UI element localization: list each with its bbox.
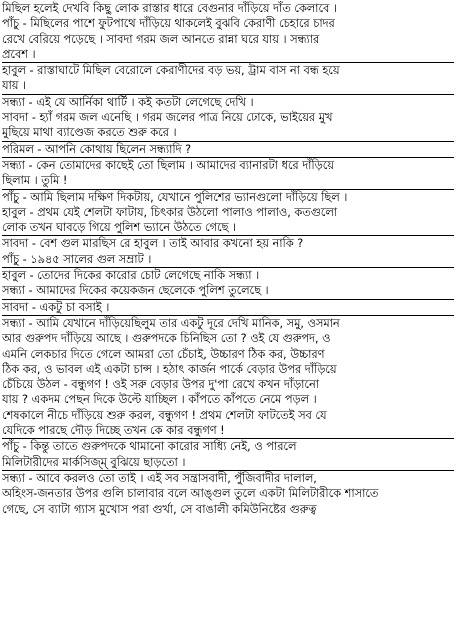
text-line: পাঁচু - মিছিলের পাশে ফুটপাথে দাঁড়িয়ে থাকলেই বুঝবি কেরাণী চেহারে চাদর [2, 17, 335, 31]
text-line: শেষকালে নীচে দাঁড়িয়ে শুরু করল, বন্ধুগণ ! প্রথম শেলটা ফাটতেই সব যে [2, 408, 327, 422]
text-line: হাবুল - প্রথম যেই শেলটা ফাটায, চিৎকার উঠলো পালাও পালাও, কতগুলো [2, 205, 338, 219]
text-line: সন্ধ্যা - আমাদের দিকের কয়েকজন ছেলেকে পুলিশ তুলেছে । [2, 284, 269, 298]
text-line: পাঁচু - আমি ছিলাম দক্ষিণ দিকটায়, যেখানে পুলিশের ভ্যানগুলো দাঁড়িয়ে ছিল । [2, 190, 348, 204]
text-line: যায় ? একদম পেছন দিকে উল্টে যাচ্ছিল । কাঁপতে কাঁপতে নেমে পড়ল । [2, 393, 317, 407]
text-line: এমনি লেকচার দিতে গেলে আমরা তো চেঁচাই, উচ্চারণ ঠিক কর, উচ্চারণ [2, 347, 325, 361]
text-line: পাঁচু - কিন্তু তাতে গুরুপদকে থামানো কারোর সাধ্যি নেই, ও পারলে [2, 440, 297, 454]
text-line: সাবদা - হ্যাঁ গরম জল এনেছি । গরম জলের পাত্র নিয়ে ঢোকে, ভাইয়ের মুখ [2, 111, 333, 125]
text-line: সন্ধ্যা - এই যে আর্নিকা থার্টি । কই কতটা লেগেছে দেখি । [2, 95, 254, 109]
text-line: আর গুরুপদ দাঁড়িয়ে আছে । গুরুপদকে চিনিছিস তো ? ওই যে গুরুপদ, ও [2, 332, 331, 346]
text-line: প্রবেশ । [2, 47, 36, 61]
text-line: মুছিয়ে মাথা ব্যাণ্ডেজ করতে শুরু করে । [2, 126, 177, 140]
text-line: পাঁচু - ১৯৪৫ সালের গুল সম্রাট । [2, 252, 152, 266]
text-line: অহিংস-জনতার উপর গুলি চালাবার বলে আঙ্গুল তুলে একটা মিলিটারীকে শাসাতে [2, 487, 379, 501]
text-line: সন্ধ্যা - কেন তোমাদের কাছেই তো ছিলাম । আমাদের ব্যানারটা ধরে দাঁড়িয়ে [2, 158, 334, 172]
text-line: ঠিক কর, ও ভাবল এই একটা চান্স । হঠাৎ কার্জন পার্কে বেড়ার উপর দাঁড়িয়ে [2, 362, 337, 376]
text-line: গেছে, সে ব্যাটা গ্যাস মুখোস পরা গুর্খা, সে বাঙালী কমিউনিষ্টের গুরুত্ব [2, 502, 317, 516]
text-line: হাবুল - রাস্তাঘাটে মিছিল বেরোলে কেরাণীদের বড় ভয়, ট্রাম বাস না বন্ধ হয়ে [2, 64, 340, 78]
text-line: মিছিল হলেই দেখবি কিছু লোক রাস্তার ধারে বেগুনার দাঁড়িয়ে দাঁত কেলাবে । [2, 2, 337, 15]
text-line: লোক তখন ঘাবড়ে গিয়ে পুলিশ ভ্যানে উঠতে গেছে । [2, 221, 237, 235]
text-line: রেখে বেরিয়ে পড়েছে । সাবদা গরম জল আনতে রান্না ঘরে যায় । সন্ধ্যার [2, 32, 320, 46]
text-line: হাবুল - তোদের দিকের কারোর চোট লেগেছে নাকি সন্ধ্যা । [2, 269, 260, 283]
text-line: সন্ধ্যা - আমি যেখানে দাঁড়িয়েছিলুম তার একটু দূরে দেখি মানিক, সমু, ওসমান [2, 316, 340, 330]
text-line: সাবদা - বেশ গুল মারছিস রে হাবুল । তাই আবার কখনো হয় নাকি ? [2, 237, 304, 251]
text-line: চেঁচিয়ে উঠল - বন্ধুগণ ! ওই সরু বেড়ার উপর দু'পা রেখে কখন দাঁড়ানো [2, 378, 319, 392]
text-line: যায় । [2, 79, 27, 93]
text-line: মিলিটারীদের মার্কসিজ্‌ম্‌ বুঝিয়ে ছাড়তো । [2, 455, 186, 469]
text-line: ছিলাম । তুমি ! [2, 174, 68, 188]
text-line: পরিমল - আপনি কোথায় ছিলেন সন্ধ্যাদি ? [2, 142, 192, 156]
text-line: যেদিকে পারছে দৌড় দিচ্ছে তখন কে কার বন্ধুগণ ! [2, 424, 225, 438]
text-line: সাবদা - একটু চা বসাই । [2, 300, 110, 314]
text-line: সন্ধ্যা - আবে করলও তো তাই । এই সব সন্ত্রাসবাদী, পুঁজিবাদীর দালাল, [2, 471, 317, 485]
